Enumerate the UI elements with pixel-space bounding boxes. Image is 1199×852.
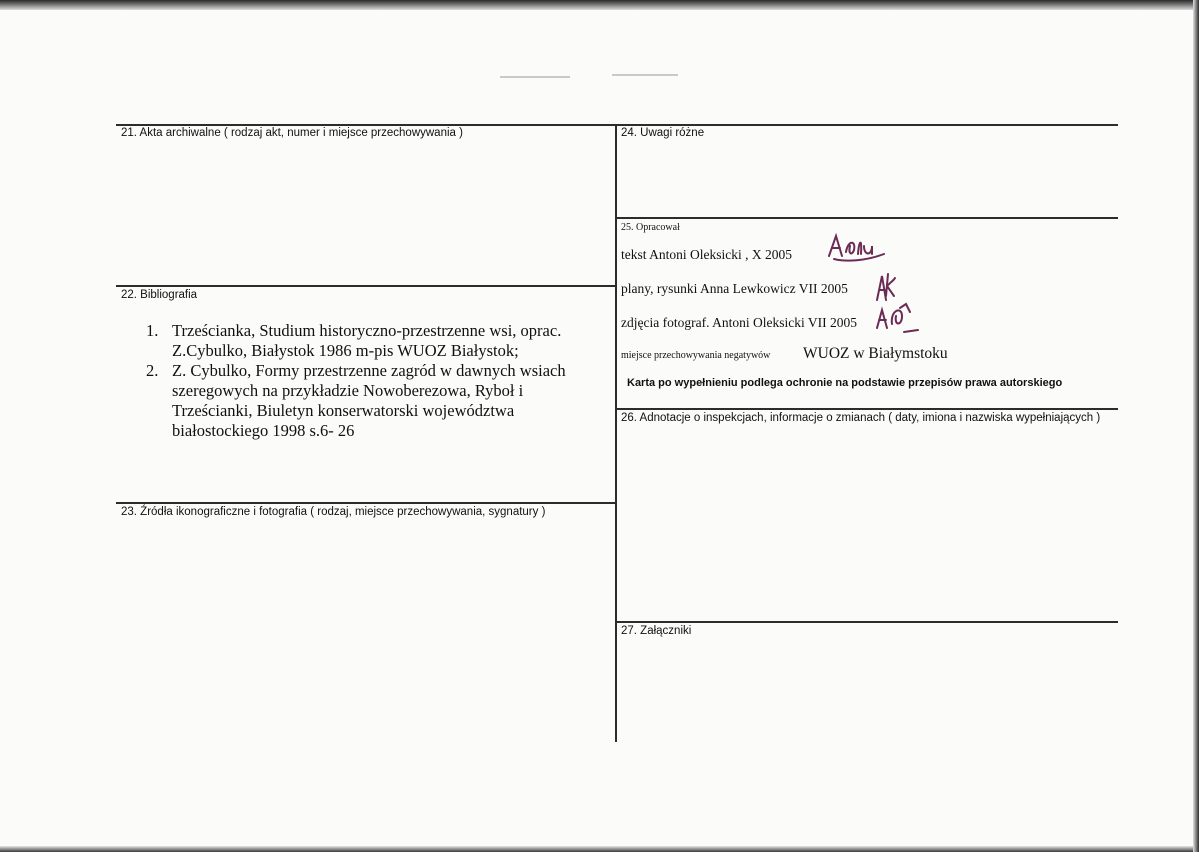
copyright-notice: Karta po wypełnieniu podlega ochronie na podstawie przepisów prawa autorskiego xyxy=(627,377,1063,389)
section-22-label: 22. Bibliografia xyxy=(121,289,198,301)
scan-smudge xyxy=(500,76,570,78)
scan-border-bottom xyxy=(0,846,1199,852)
signature-icon xyxy=(874,270,898,302)
bibliography-item xyxy=(138,361,588,441)
negatives-label: miejsce przechowywania negatywów xyxy=(621,350,771,361)
scan-smudge xyxy=(612,74,678,76)
section-24-label: 24. Uwagi różne xyxy=(621,127,705,139)
scan-border-right xyxy=(1193,0,1199,852)
rule-27 xyxy=(616,621,1118,623)
bibliography-item-text: Trześcianka, Studium historyczno-przestrzenne wsi, oprac. Z.Cybulko, Białystok 1986 m-pis WUOZ Białystok; xyxy=(172,321,562,360)
author-plans-row: plany, rysunki Anna Lewkowicz VII 2005 xyxy=(621,281,848,296)
bibliography-item-number: 2. xyxy=(146,361,159,380)
author-photos-row: zdjęcia fotograf. Antoni Oleksicki VII 2005 xyxy=(621,315,857,330)
rule-22 xyxy=(116,285,616,287)
author-text-row: tekst Antoni Oleksicki , X 2005 xyxy=(621,247,792,262)
top-rule xyxy=(116,124,1118,126)
section-23-label: 23. Źródła ikonograficzne i fotografia ( rodzaj, miejsce przechowywania, sygnatury ) xyxy=(121,506,546,518)
signature-icon xyxy=(826,232,888,262)
scan-border-top xyxy=(0,0,1199,10)
bibliography-item xyxy=(138,321,588,361)
section-27-label: 27. Załączniki xyxy=(621,625,692,637)
negatives-value: WUOZ w Białymstoku xyxy=(803,345,948,362)
signature-icon xyxy=(874,302,920,334)
rule-23 xyxy=(116,502,616,504)
rule-25 xyxy=(616,217,1118,219)
bibliography-item-text: Z. Cybulko, Formy przestrzenne zagród w dawnych wsiach szeregowych na przykładzie Nowoberezowa, Ryboł i Trześcianki, Biuletyn konserwatorski województwa białostockiego 1998 s.6- 26 xyxy=(172,361,566,440)
bibliography-item-number: 1. xyxy=(146,321,159,340)
section-25-label: 25. Opracował xyxy=(621,222,680,233)
bibliography-list xyxy=(138,321,588,441)
section-26-label: 26. Adnotacje o inspekcjach, informacje o zmianach ( daty, imiona i nazwiska wypełniających ) xyxy=(621,412,1101,424)
section-21-label: 21. Akta archiwalne ( rodzaj akt, numer i miejsce przechowywania ) xyxy=(121,127,463,139)
rule-26 xyxy=(616,408,1118,410)
